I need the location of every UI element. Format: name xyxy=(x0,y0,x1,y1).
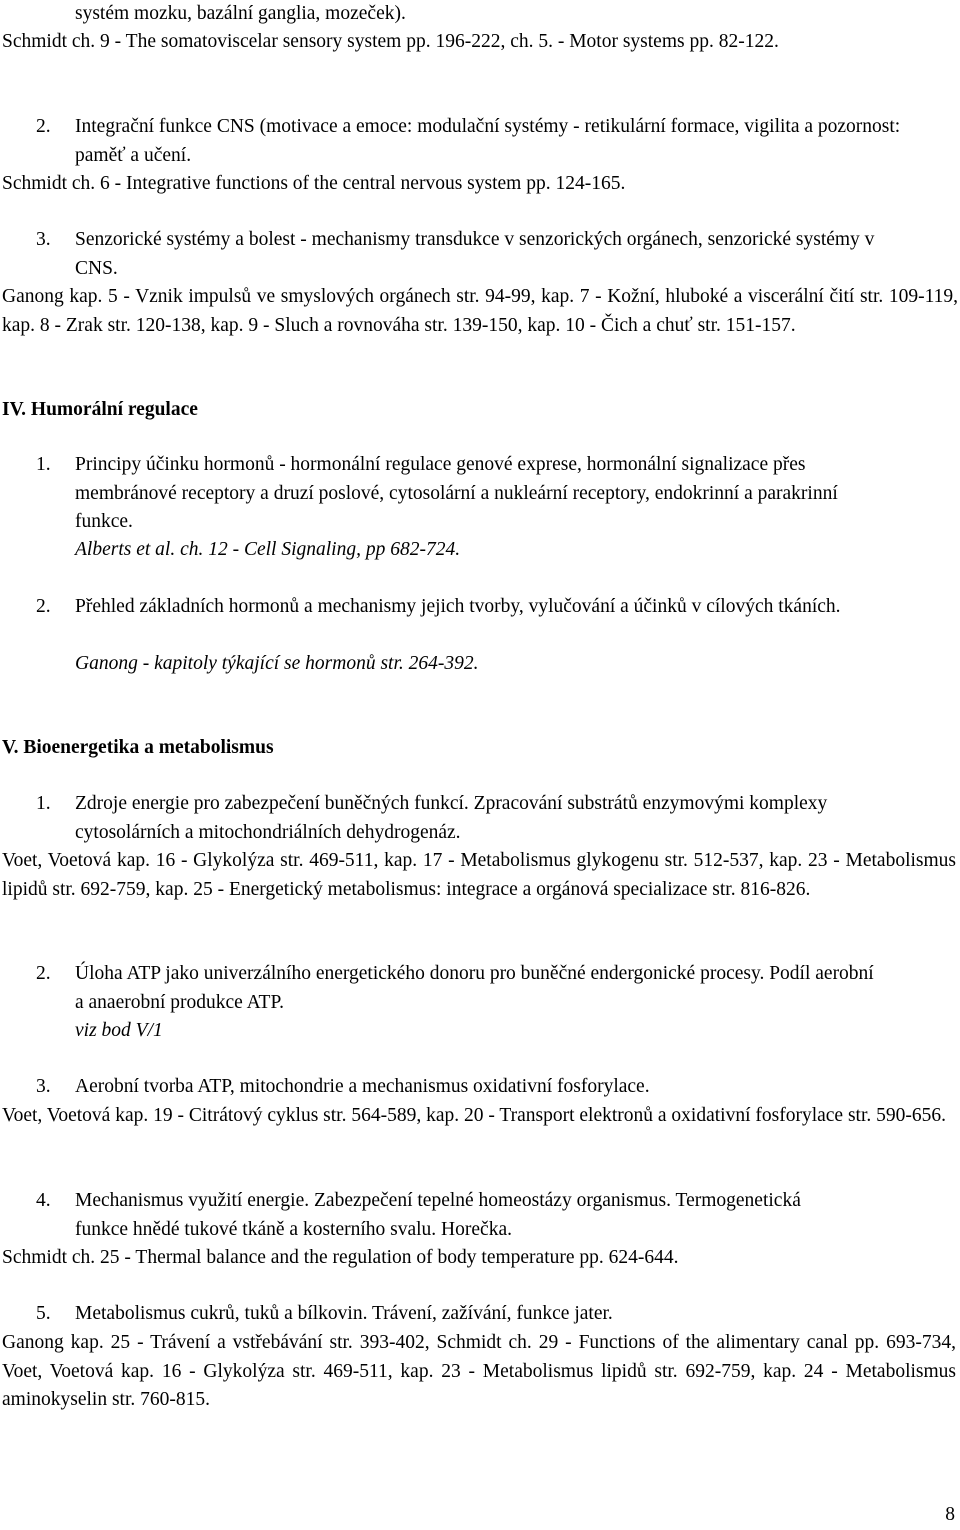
list-item-text: Úloha ATP jako univerzálního energetického donoru pro buněčné endergonické procesy. Podíl aerobní a anaerobní produkce ATP. xyxy=(75,963,874,1013)
reference-text: Ganong kap. 5 - Vznik impulsů ve smyslových orgánech str. 94-99, kap. 7 - Kožní, hluboké a viscerální čití str. 109-119, kap. 8 - Zrak str. 120-138, kap. 9 - Sluch a rovnováha str. 139-150, kap. 10 - Čich a chuť str. 151-157. xyxy=(2,286,958,336)
page-number: 8 xyxy=(945,1504,955,1525)
list-item xyxy=(2,0,958,29)
list-item xyxy=(2,1300,958,1329)
list-item-number: 3. xyxy=(36,229,51,250)
list-item-number: 2. xyxy=(36,596,51,617)
list-item-reference xyxy=(2,650,958,679)
section-heading: IV. Humorální regulace xyxy=(2,399,198,420)
section-heading: V. Bioenergetika a metabolismus xyxy=(2,737,274,758)
list-item-number: 1. xyxy=(36,793,51,814)
reference-text: Schmidt ch. 9 - The somatoviscelar sensory system pp. 196-222, ch. 5. - Motor systems pp. 82-122. xyxy=(2,31,779,52)
list-item-number: 2. xyxy=(36,963,51,984)
list-item-text: Principy účinku hormonů - hormonální regulace genové exprese, hormonální signalizace přes membránové receptory a druzí poslové, cytosolární a nukleární receptory, endokrinní a parakrinní funkce. xyxy=(75,454,838,532)
list-item xyxy=(2,226,958,283)
list-item-reference xyxy=(2,536,958,565)
list-item-number: 2. xyxy=(36,116,51,137)
reference-text: Schmidt ch. 6 - Integrative functions of the central nervous system pp. 124-165. xyxy=(2,173,626,194)
list-item-number: 4. xyxy=(36,1190,51,1211)
list-item-text: Integrační funkce CNS (motivace a emoce: modulační systémy - retikulární formace, vigilita a pozornost: paměť a učení. xyxy=(75,116,901,166)
list-item-reference xyxy=(2,1017,958,1046)
reference-text: Schmidt ch. 25 - Thermal balance and the regulation of body temperature pp. 624-644. xyxy=(2,1247,679,1268)
list-item-number: 1. xyxy=(36,454,51,475)
reference-text: Voet, Voetová kap. 19 - Citrátový cyklus str. 564-589, kap. 20 - Transport elektronů a oxidativní fosforylace str. 590-656. xyxy=(2,1105,947,1126)
list-item-text: systém mozku, bazální ganglia, mozeček). xyxy=(75,3,406,24)
list-item xyxy=(2,451,958,537)
list-item-number: 5. xyxy=(36,1303,51,1324)
list-item-text: Aerobní tvorba ATP, mitochondrie a mechanismus oxidativní fosforylace. xyxy=(75,1076,650,1097)
list-item xyxy=(2,593,958,622)
list-item-text: Mechanismus využití energie. Zabezpečení tepelné homeostázy organismus. Termogenetická funkce hnědé tukové tkáně a kosterního svalu. Horečka. xyxy=(75,1190,801,1240)
reference-text: Ganong kap. 25 - Trávení a vstřebávání str. 393-402, Schmidt ch. 29 - Functions of the alimentary canal pp. 693-734, Voet, Voetová kap. 16 - Glykolýza str. 469-511, kap. 23 - Metabolismus lipidů str. 692-759, kap. 24 - Metabolismus aminokyselin str. 760-815. xyxy=(2,1332,956,1410)
list-item xyxy=(2,960,958,1017)
list-item-text: Zdroje energie pro zabezpečení buněčných funkcí. Zpracování substrátů enzymovými komplexy cytosolárních a mitochondriálních dehydrogenáz. xyxy=(75,793,828,843)
reference-text: Voet, Voetová kap. 16 - Glykolýza str. 469-511, kap. 17 - Metabolismus glykogenu str. 512-537, kap. 23 - Metabolismus lipidů str. 692-759, kap. 25 - Energetický metabolismus: integrace a orgánová specializace str. 816-826. xyxy=(2,850,956,900)
list-item-number: 3. xyxy=(36,1076,51,1097)
list-item xyxy=(2,113,958,170)
list-item-text: Přehled základních hormonů a mechanismy jejich tvorby, vylučování a účinků v cílových tkáních. xyxy=(75,596,841,617)
list-item-text: Senzorické systémy a bolest - mechanismy transdukce v senzorických orgánech, senzorické systémy v CNS. xyxy=(75,229,875,279)
list-item xyxy=(2,1073,958,1102)
reference-text: Ganong - kapitoly týkající se hormonů str. 264-392. xyxy=(75,653,479,674)
list-item xyxy=(2,1187,958,1244)
reference-text: viz bod V/1 xyxy=(75,1020,163,1041)
list-item xyxy=(2,790,958,847)
list-item-text: Metabolismus cukrů, tuků a bílkovin. Trávení, zažívání, funkce jater. xyxy=(75,1303,613,1324)
reference-text: Alberts et al. ch. 12 - Cell Signaling, pp 682-724. xyxy=(75,539,461,560)
